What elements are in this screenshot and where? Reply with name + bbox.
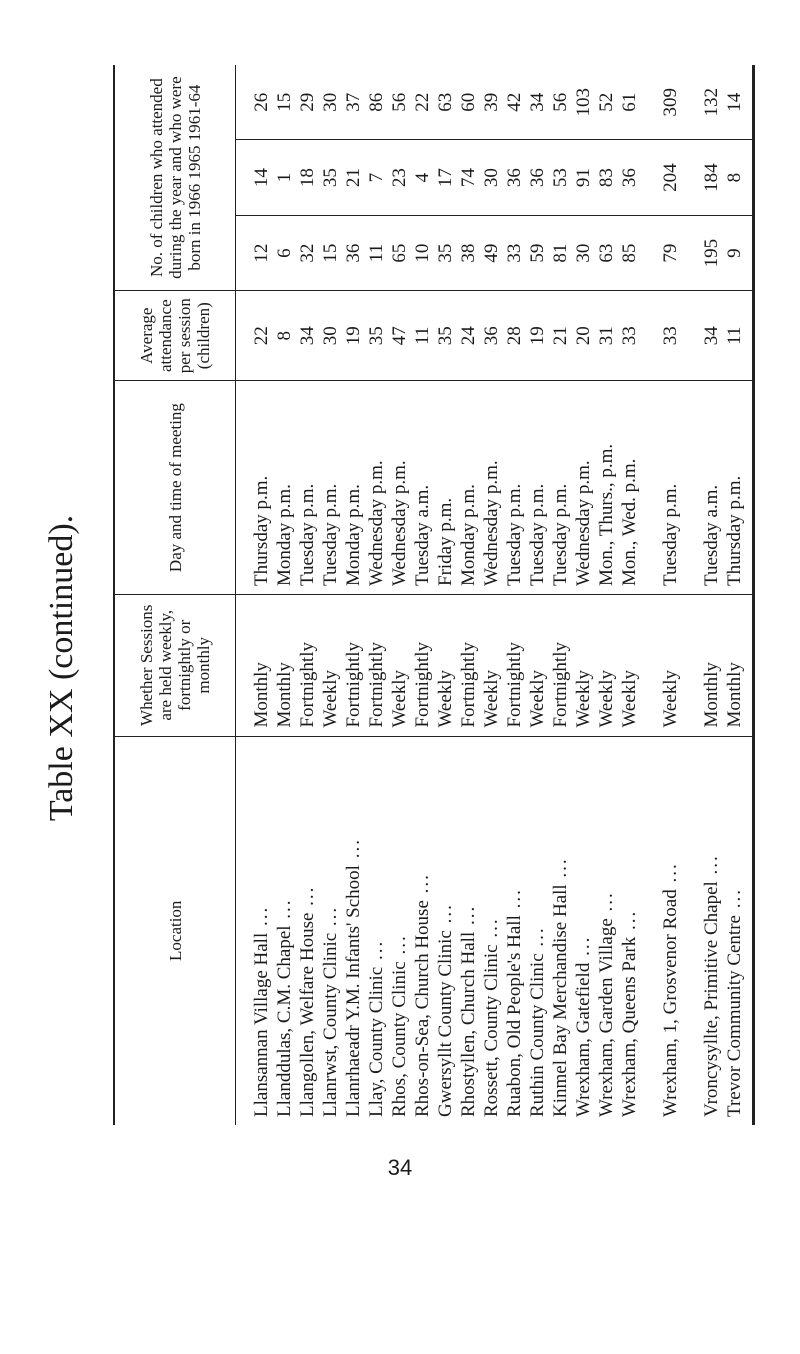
leader-dots: ... <box>366 939 387 967</box>
cell-born-1965: 30 <box>480 140 503 215</box>
cell-average: 33 <box>641 291 682 381</box>
location-label: Ruthin County Clinic <box>527 953 548 1117</box>
cell-born-1966: 10 <box>411 215 434 290</box>
cell-born-1961-64: 63 <box>435 92 456 112</box>
leader-dots: ... <box>573 935 594 963</box>
leader-dots: ... <box>619 909 640 937</box>
cell-born-1961-64: 60 <box>458 92 479 112</box>
location-label: Llanrwst, County Clinic <box>320 932 341 1117</box>
table-row <box>342 65 365 1125</box>
cell-frequency: Fortnightly <box>411 595 434 737</box>
cell-born-1961-64: 26 <box>251 92 272 112</box>
cell-born-1966: 59 <box>526 215 549 290</box>
table-row <box>480 65 503 1125</box>
cell-born-1961-64: 132 <box>701 87 722 117</box>
cell-location <box>342 736 365 1125</box>
cell-average: 31 <box>595 291 618 381</box>
cell-born-1966: 11 <box>365 215 388 290</box>
cell-day-time: Tuesday p.m. <box>526 381 549 595</box>
table-row <box>618 65 641 1125</box>
leader-dots: ... <box>412 873 433 901</box>
cell-location <box>457 736 480 1125</box>
cell-location <box>411 736 434 1125</box>
cell-location <box>319 736 342 1125</box>
leader-dots: ... <box>389 934 410 962</box>
cell-born-1965: 36 <box>618 140 641 215</box>
location-label: Wrexham, Gatefield <box>573 962 594 1117</box>
cell-location <box>236 736 274 1125</box>
cell-average: 33 <box>618 291 641 381</box>
cell-born-1965: 4 <box>411 140 434 215</box>
cell-born-1965: 36 <box>503 140 526 215</box>
cell-born-1966: 9 <box>723 215 754 290</box>
cell-average: 34 <box>296 291 319 381</box>
cell-born-1966: 36 <box>342 215 365 290</box>
cell-frequency: Weekly <box>434 595 457 737</box>
table-row <box>503 65 526 1125</box>
cell-average: 36 <box>480 291 503 381</box>
cell-born-1966: 6 <box>273 215 296 290</box>
cell-born-1965: 204 <box>641 140 682 215</box>
cell-born-1961-64: 52 <box>596 92 617 112</box>
page-number: 34 <box>387 1155 413 1180</box>
cell-location <box>618 736 641 1125</box>
cell-day-time: Thursday p.m. <box>723 381 754 595</box>
cell-location <box>526 736 549 1125</box>
header-average: Average attendance per session (children) <box>114 291 236 381</box>
cell-born-1965: 8 <box>723 140 754 215</box>
leader-dots: ... <box>481 917 502 945</box>
cell-born-1966: 79 <box>641 215 682 290</box>
cell-average: 8 <box>273 291 296 381</box>
cell-average: 35 <box>365 291 388 381</box>
location-label: Rossett, County Clinic <box>481 944 502 1117</box>
cell-frequency: Fortnightly <box>457 595 480 737</box>
cell-born-1961-64: 56 <box>550 92 571 112</box>
cell-average: 22 <box>236 291 274 381</box>
cell-born-1961-64: 30 <box>320 92 341 112</box>
table-row <box>595 65 618 1125</box>
cell-location <box>434 736 457 1125</box>
cell-born-1961-64: 15 <box>274 92 295 112</box>
location-label: Llay, County Clinic <box>366 966 387 1117</box>
cell-born-1965: 36 <box>526 140 549 215</box>
cell-born-1961-64: 103 <box>573 87 594 117</box>
location-label: Gwersyllt County Clinic <box>435 930 456 1117</box>
cell-day-time: Tuesday p.m. <box>296 381 319 595</box>
location-label: Ruabon, Old People's Hall <box>504 915 525 1117</box>
cell-average: 30 <box>319 291 342 381</box>
cell-average: 20 <box>572 291 595 381</box>
table-row <box>319 65 342 1125</box>
cell-average: 19 <box>342 291 365 381</box>
table-row <box>388 65 411 1125</box>
location-label: Llangollen, Welfare House <box>297 912 318 1117</box>
table-row <box>411 65 434 1125</box>
cell-born-1966: 81 <box>549 215 572 290</box>
cell-day-time: Mon., Thurs., p.m. <box>595 381 618 595</box>
cell-frequency: Weekly <box>595 595 618 737</box>
table-row <box>682 65 723 1125</box>
location-label: Wrexham, Garden Village <box>596 918 617 1117</box>
cell-average: 34 <box>682 291 723 381</box>
location-label: Llansannan Village Hall <box>251 932 272 1117</box>
cell-day-time: Wednesday p.m. <box>388 381 411 595</box>
location-label: Rhos, County Clinic <box>389 961 410 1117</box>
cell-born-1966: 30 <box>572 215 595 290</box>
header-frequency: Whether Sessions are held weekly, fortnightly or monthly <box>114 595 236 737</box>
leader-dots: ... <box>297 885 318 913</box>
cell-born-1966: 12 <box>236 215 274 290</box>
cell-born-1965: 18 <box>296 140 319 215</box>
cell-born-1966: 85 <box>618 215 641 290</box>
cell-born-1965: 35 <box>319 140 342 215</box>
location-label: Trevor Community Centre <box>724 915 745 1117</box>
table-row <box>365 65 388 1125</box>
cell-average: 11 <box>411 291 434 381</box>
location-label: Rhostyllen, Church Hall <box>458 931 479 1117</box>
cell-average: 35 <box>434 291 457 381</box>
leader-dots: ... <box>504 888 525 916</box>
cell-born-1965: 23 <box>388 140 411 215</box>
cell-location <box>388 736 411 1125</box>
cell-location <box>480 736 503 1125</box>
cell-average: 47 <box>388 291 411 381</box>
cell-average: 19 <box>526 291 549 381</box>
location-label: Wrexham, 1, Grosvenor Road <box>660 889 681 1117</box>
location-label: Llanrhaeadr Y.M. Infants' School <box>343 865 364 1117</box>
cell-born-1966: 195 <box>682 215 723 290</box>
cell-day-time: Tuesday a.m. <box>682 381 723 595</box>
table-row <box>457 65 480 1125</box>
table-row <box>434 65 457 1125</box>
table-row <box>549 65 572 1125</box>
cell-born-1961-64: 309 <box>660 87 681 117</box>
cell-day-time: Tuesday p.m. <box>641 381 682 595</box>
cell-location <box>595 736 618 1125</box>
leader-dots: ... <box>527 926 548 954</box>
cell-frequency: Monthly <box>236 595 274 737</box>
location-label: Vroncysyllte, Primitive Chapel <box>701 881 722 1117</box>
cell-born-1966: 63 <box>595 215 618 290</box>
header-location: Location <box>114 736 236 1125</box>
cell-day-time: Tuesday p.m. <box>503 381 526 595</box>
leader-dots: ... <box>251 905 272 933</box>
cell-day-time: Tuesday p.m. <box>549 381 572 595</box>
cell-born-1966: 49 <box>480 215 503 290</box>
location-label: Llanddulas, C.M. Chapel <box>274 925 295 1117</box>
table-row <box>236 65 274 1125</box>
cell-frequency: Weekly <box>388 595 411 737</box>
data-table <box>113 65 755 1125</box>
rotated-table <box>113 65 763 1125</box>
cell-born-1965: 14 <box>236 140 274 215</box>
cell-born-1965: 17 <box>434 140 457 215</box>
cell-day-time: Wednesday p.m. <box>480 381 503 595</box>
cell-born-1966: 15 <box>319 215 342 290</box>
cell-day-time: Monday p.m. <box>457 381 480 595</box>
cell-born-1961-64: 22 <box>412 92 433 112</box>
leader-dots: ... <box>550 857 571 885</box>
cell-born-1961-64: 34 <box>527 92 548 112</box>
leader-dots: ... <box>320 905 341 933</box>
leader-dots: ... <box>660 862 681 890</box>
cell-frequency: Weekly <box>480 595 503 737</box>
cell-frequency: Fortnightly <box>342 595 365 737</box>
location-label: Rhos-on-Sea, Church House <box>412 900 433 1117</box>
cell-location <box>273 736 296 1125</box>
cell-born-1966: 38 <box>457 215 480 290</box>
header-row <box>114 65 236 1125</box>
cell-frequency: Weekly <box>641 595 682 737</box>
cell-born-1961-64: 56 <box>389 92 410 112</box>
table-row <box>296 65 319 1125</box>
cell-frequency: Monthly <box>682 595 723 737</box>
leader-dots: ... <box>724 888 745 916</box>
cell-born-1965: 53 <box>549 140 572 215</box>
header-day-time: Day and time of meeting <box>114 381 236 595</box>
cell-born-1961-64: 14 <box>724 92 745 112</box>
table-row <box>273 65 296 1125</box>
cell-born-1965: 1 <box>273 140 296 215</box>
leader-dots: ... <box>458 904 479 932</box>
cell-day-time: Friday p.m. <box>434 381 457 595</box>
table-row <box>526 65 549 1125</box>
cell-born-1965: 74 <box>457 140 480 215</box>
leader-dots: ... <box>343 838 364 866</box>
cell-location <box>365 736 388 1125</box>
cell-frequency: Fortnightly <box>549 595 572 737</box>
cell-frequency: Fortnightly <box>296 595 319 737</box>
table-row <box>572 65 595 1125</box>
cell-day-time: Wednesday p.m. <box>365 381 388 595</box>
cell-frequency: Weekly <box>526 595 549 737</box>
header-born: No. of children who attended during the year and who were born in 1966 1965 1961-64 <box>114 65 236 291</box>
leader-dots: ... <box>274 898 295 926</box>
location-label: Kinmel Bay Merchandise Hall <box>550 884 571 1117</box>
leader-dots: ... <box>596 891 617 919</box>
cell-born-1961-64: 61 <box>619 92 640 112</box>
cell-born-1961-64: 39 <box>481 92 502 112</box>
leader-dots: ... <box>701 854 722 882</box>
cell-average: 11 <box>723 291 754 381</box>
cell-born-1966: 35 <box>434 215 457 290</box>
cell-day-time: Thursday p.m. <box>236 381 274 595</box>
cell-born-1961-64: 42 <box>504 92 525 112</box>
cell-frequency: Fortnightly <box>503 595 526 737</box>
cell-day-time: Tuesday a.m. <box>411 381 434 595</box>
table-row <box>641 65 682 1125</box>
cell-location <box>549 736 572 1125</box>
cell-born-1966: 65 <box>388 215 411 290</box>
cell-location <box>503 736 526 1125</box>
cell-frequency: Weekly <box>319 595 342 737</box>
cell-location <box>682 736 723 1125</box>
cell-location <box>572 736 595 1125</box>
cell-day-time: Tuesday p.m. <box>319 381 342 595</box>
cell-born-1966: 32 <box>296 215 319 290</box>
table-row <box>723 65 754 1125</box>
cell-born-1966: 33 <box>503 215 526 290</box>
cell-born-1965: 7 <box>365 140 388 215</box>
cell-day-time: Monday p.m. <box>273 381 296 595</box>
cell-day-time: Monday p.m. <box>342 381 365 595</box>
cell-day-time: Mon., Wed. p.m. <box>618 381 641 595</box>
cell-average: 24 <box>457 291 480 381</box>
cell-average: 28 <box>503 291 526 381</box>
cell-location <box>296 736 319 1125</box>
cell-born-1961-64: 29 <box>297 92 318 112</box>
cell-location <box>723 736 754 1125</box>
cell-frequency: Monthly <box>723 595 754 737</box>
cell-average: 21 <box>549 291 572 381</box>
cell-location <box>641 736 682 1125</box>
cell-born-1965: 91 <box>572 140 595 215</box>
cell-born-1965: 184 <box>682 140 723 215</box>
leader-dots: ... <box>435 903 456 931</box>
cell-frequency: Monthly <box>273 595 296 737</box>
cell-frequency: Fortnightly <box>365 595 388 737</box>
cell-frequency: Weekly <box>618 595 641 737</box>
cell-frequency: Weekly <box>572 595 595 737</box>
cell-born-1961-64: 86 <box>366 92 387 112</box>
cell-day-time: Wednesday p.m. <box>572 381 595 595</box>
location-label: Wrexham, Queens Park <box>619 936 640 1117</box>
cell-born-1961-64: 37 <box>343 92 364 112</box>
cell-born-1965: 21 <box>342 140 365 215</box>
table-title: Table XX (continued). <box>43 514 80 822</box>
cell-born-1965: 83 <box>595 140 618 215</box>
